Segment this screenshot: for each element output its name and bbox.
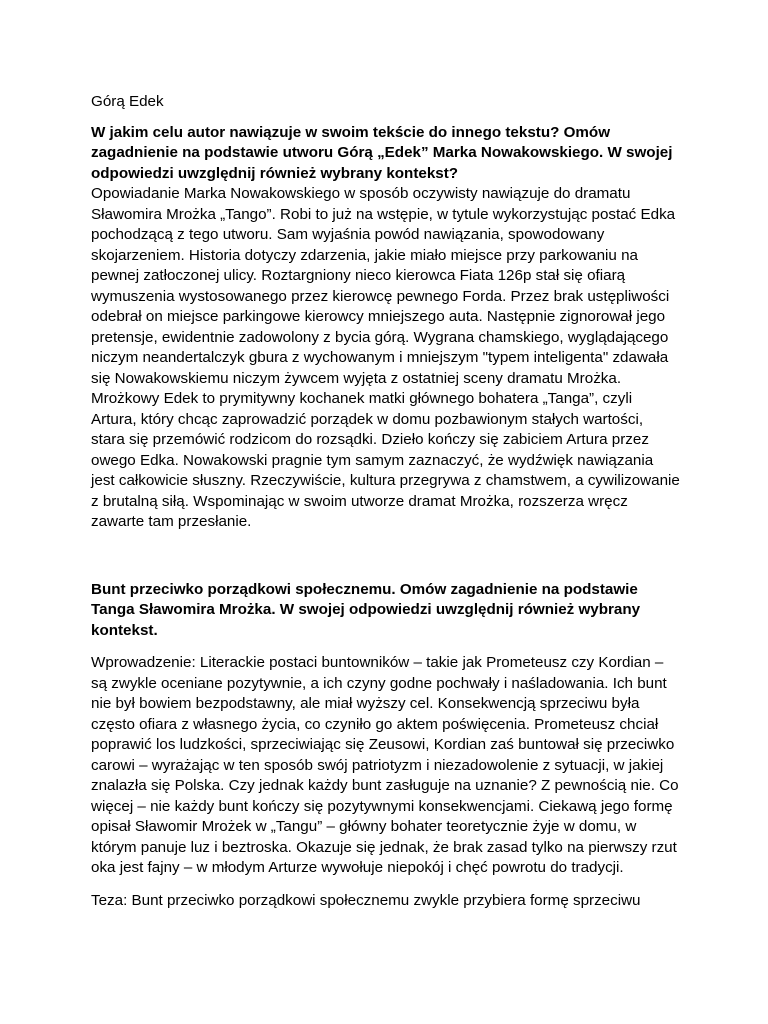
document-title: Górą Edek	[91, 93, 164, 110]
section2-thesis: Teza: Bunt przeciwko porządkowi społecznemu zwykle przybiera formę sprzeciwu	[91, 891, 641, 909]
section-spacer	[91, 533, 681, 580]
section2-question: Bunt przeciwko porządkowi społecznemu. Omów zagadnienie na podstawie Tanga Sławomira Mrożka. W swojej odpowiedzi uwzględnij również wybrany kontekst.	[91, 580, 641, 639]
section1-question: W jakim celu autor nawiązuje w swoim tekście do innego tekstu? Omów zagadnienie na podstawie utworu Górą „Edek” Marka Nowakowskiego. W swojej odpowiedzi uwzględnij również wybrany kontekst?	[91, 123, 673, 182]
section2-intro: Wprowadzenie: Literackie postaci buntowników – takie jak Prometeusz czy Kordian – są zwykle oceniane pozytywnie, a ich czyny godne pochwały i naśladowania. Ich bunt nie był bowiem bezpodstawny, ale miał wyższy cel. Konsekwencją sprzeciwu była często ofiara z własnego życia, co czyniło go aktem poświęcenia. Prometeusz chciał poprawić los ludzkości, sprzeciwiając się Zeusowi, Kordian zaś buntował się przeciwko carowi – wyrażając w ten sposób swój patriotyzm i niezadowolenie z sytuacji, w jakiej znalazła się Polska. Czy jednak każdy bunt zasługuje na uznanie? Z pewnością nie. Co więcej – nie każdy bunt kończy się pozytywnymi konsekwencjami. Ciekawą jego formę opisał Sławomir Mrożek w „Tangu” – główny bohater teoretycznie żyje w domu, w którym panuje luz i beztroska. Okazuje się jednak, że brak zasad tylko na pierwszy rzut oka jest fajny – w młodym Arturze wywołuje niepokój i chęć powrotu do tradycji.	[91, 654, 679, 876]
document-page	[91, 92, 681, 911]
section1-answer: Opowiadanie Marka Nowakowskiego w sposób oczywisty nawiązuje do dramatu Sławomira Mrożka „Tango”. Robi to już na wstępie, w tytule wykorzystując postać Edka pochodzącą z tego utworu. Sam wyjaśnia powód nawiązania, spowodowany skojarzeniem. Historia dotyczy zdarzenia, jakie miało miejsce przy parkowaniu na pewnej zatłoczonej ulicy. Roztargniony nieco kierowca Fiata 126p stał się ofiarą wymuszenia wystosowanego przez kierowcę pewnego Forda. Przez brak ustępliwości odebrał on miejsce parkingowe kierowcy mniejszego auta. Następnie zignorował jego pretensje, ewidentnie zadowolony z bycia górą. Wygrana chamskiego, wyglądającego niczym neandertalczyk gbura z wychowanym i mniejszym "typem inteligenta" zdawała się Nowakowskiemu niczym żywcem wyjęta z ostatniej sceny dramatu Mrożka. Mrożkowy Edek to prymitywny kochanek matki głównego bohatera „Tanga”, czyli Artura, który chcąc zaprowadzić porządek w domu pozbawionym stałych wartości, stara się przemówić rodzicom do rozsądki. Dzieło kończy się zabiciem Artura przez owego Edka. Nowakowski pragnie tym samym zaznaczyć, że wydźwięk nawiązania jest całkowicie słuszny. Rzeczywiście, kultura przegrywa z chamstwem, a cywilizowanie z brutalną siłą. Wspominając w swoim utworze dramat Mrożka, rozszerza wręcz zawarte tam przesłanie.	[91, 185, 680, 530]
